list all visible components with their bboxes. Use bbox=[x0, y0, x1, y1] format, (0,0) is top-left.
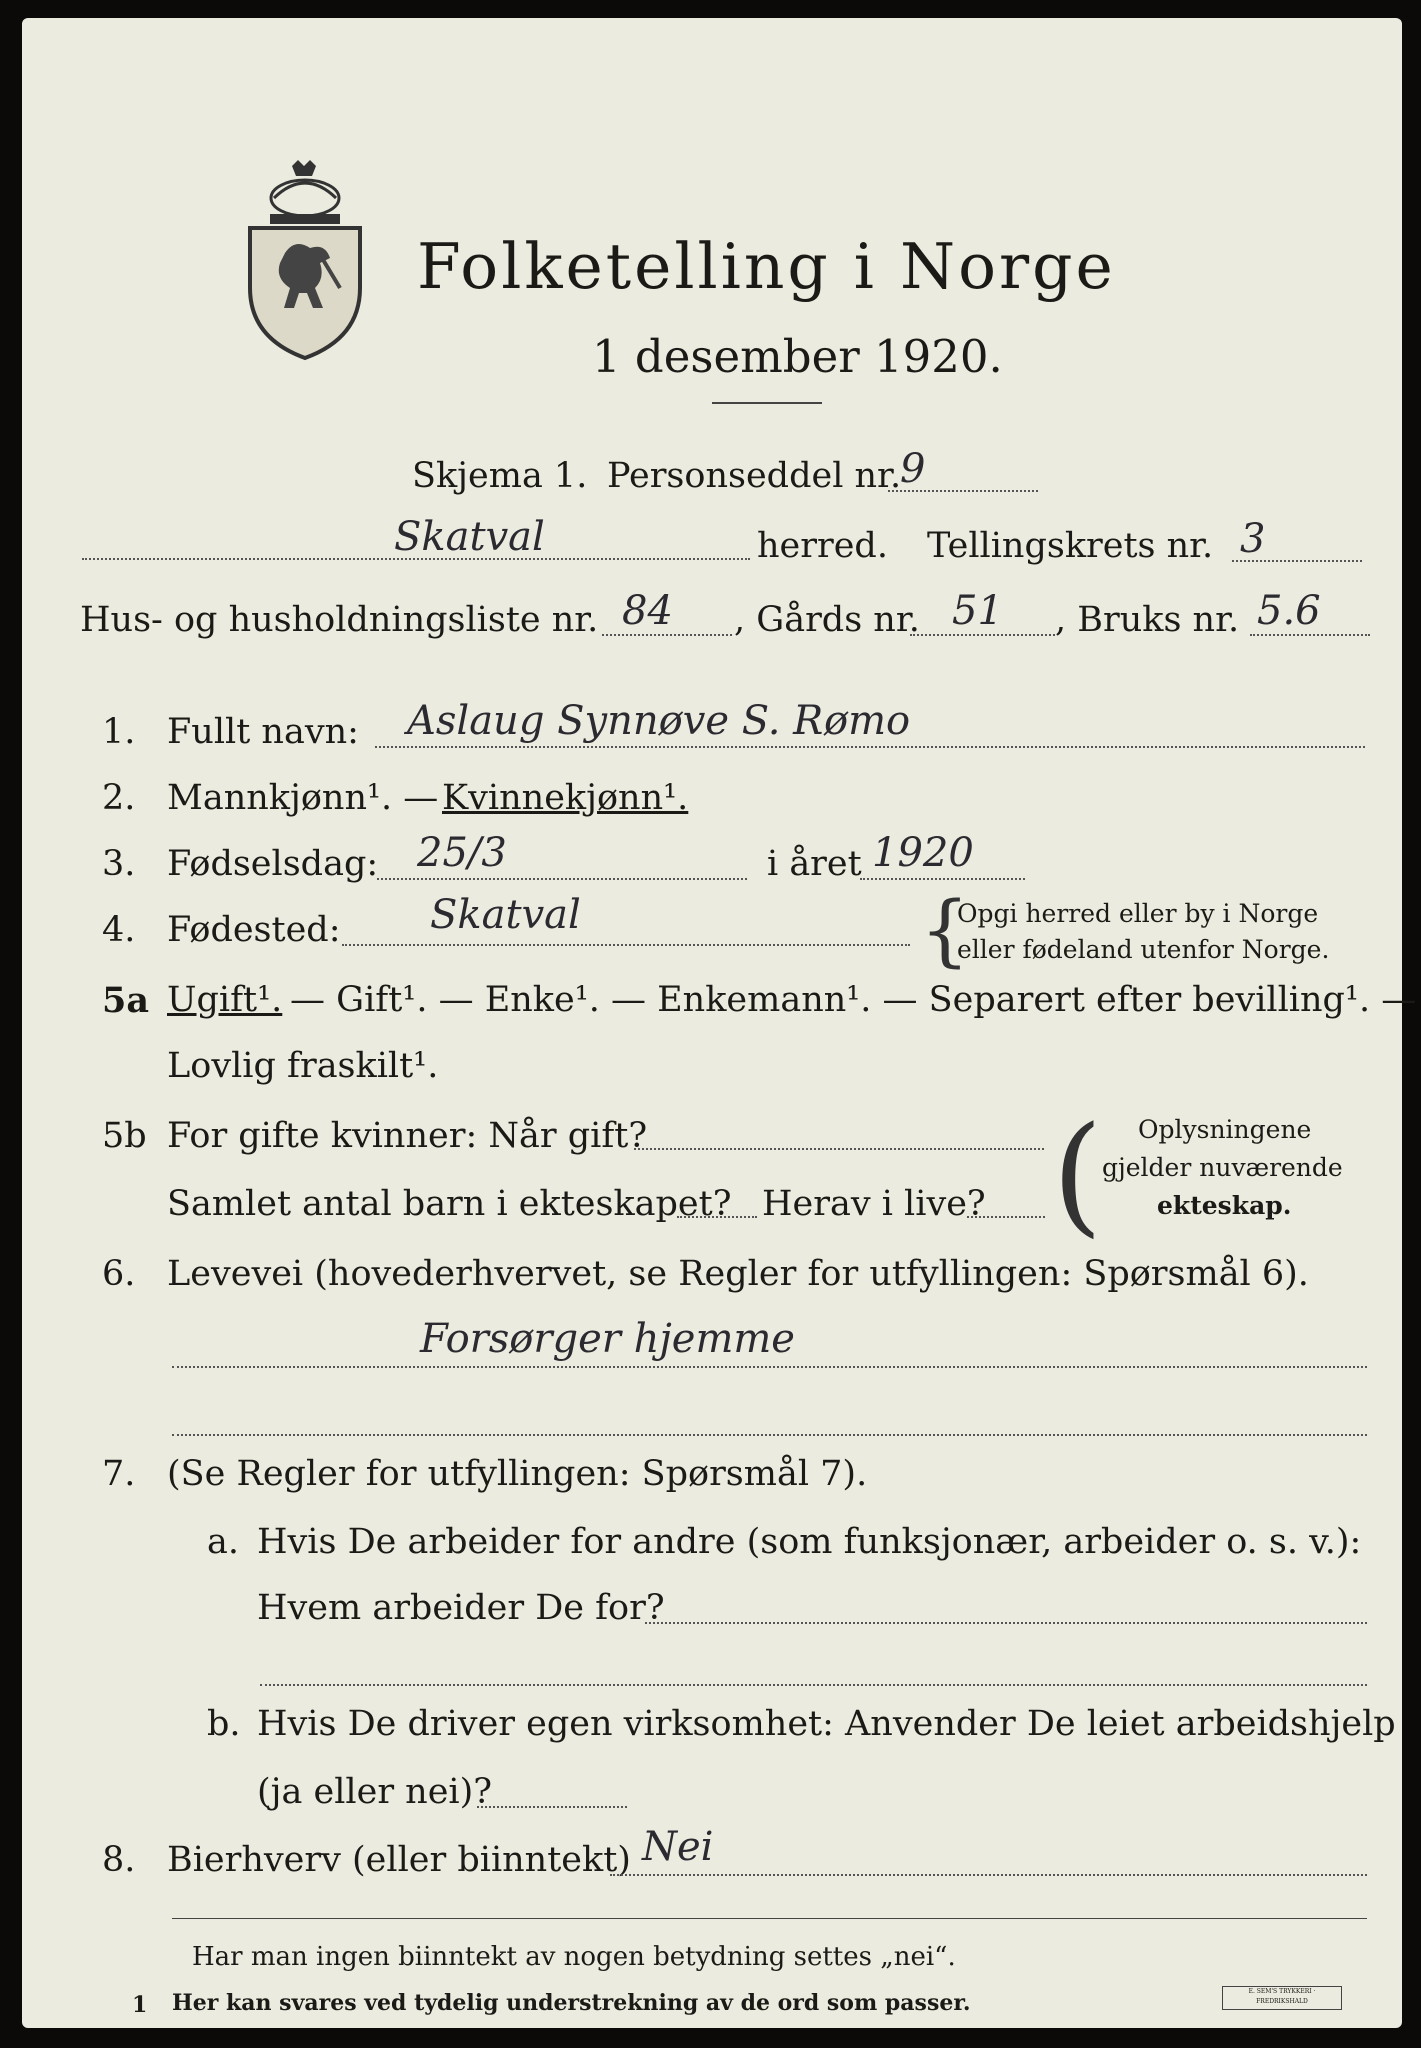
bruks-line bbox=[1250, 634, 1370, 636]
q7a-answer-line-2 bbox=[260, 1684, 1367, 1686]
q6-line-1 bbox=[172, 1366, 1367, 1368]
printer-stamp: E. SEM'S TRYKKERI · FREDRIKSHALD bbox=[1222, 1986, 1342, 2010]
q1-value: Aslaug Synnøve S. Rømo bbox=[407, 698, 911, 744]
gards-line bbox=[910, 634, 1055, 636]
hus-label: Hus- og husholdningsliste nr. bbox=[80, 600, 599, 640]
q7b-line-1: Hvis De driver egen virksomhet: Anvender De leiet arbeidshjelp bbox=[257, 1704, 1396, 1744]
herred-value: Skatval bbox=[394, 514, 545, 560]
q5b-line-1 bbox=[634, 1148, 1044, 1150]
q4-note-2: eller fødeland utenfor Norge. bbox=[957, 935, 1330, 964]
q5b-line-2 bbox=[677, 1216, 757, 1218]
coat-of-arms-icon bbox=[240, 158, 370, 363]
gards-label: , Gårds nr. bbox=[734, 600, 920, 640]
q8-label: Bierhverv (eller biinntekt) bbox=[167, 1840, 631, 1880]
q4-value: Skatval bbox=[430, 892, 581, 938]
herred-label: herred. bbox=[757, 526, 888, 566]
q5a-number: 5a bbox=[102, 980, 150, 1021]
q5b-brace: ( bbox=[1052, 1098, 1103, 1250]
q7-number: 7. bbox=[102, 1454, 136, 1494]
q4-number: 4. bbox=[102, 910, 136, 950]
footnote-text: Her kan svares ved tydelig understrekning av de ord som passer. bbox=[172, 1990, 971, 2016]
q7b-letter: b. bbox=[207, 1704, 241, 1744]
q3-value: 25/3 bbox=[417, 830, 507, 876]
title-rule bbox=[712, 402, 822, 404]
q3-number: 3. bbox=[102, 844, 136, 884]
q5b-label-3: Herav i live? bbox=[762, 1184, 986, 1224]
footer-note: Har man ingen biinntekt av nogen betydning settes „nei“. bbox=[192, 1942, 956, 1972]
bruks-label: , Bruks nr. bbox=[1055, 600, 1240, 640]
q2-male: Mannkjønn¹. — bbox=[167, 778, 439, 818]
q5b-line-3 bbox=[967, 1216, 1045, 1218]
q8-line bbox=[610, 1874, 1367, 1876]
skjema-label: Skjema 1. bbox=[412, 456, 588, 496]
q2-number: 2. bbox=[102, 778, 136, 818]
q4-label: Fødested: bbox=[167, 910, 341, 950]
q6-line-2 bbox=[172, 1434, 1367, 1436]
q5a-options: — Gift¹. — Enke¹. — Enkemann¹. — Separert efter bevilling¹. — bbox=[290, 980, 1417, 1020]
q7b-answer-line bbox=[477, 1806, 627, 1808]
personseddel-label: Personseddel nr. bbox=[607, 456, 902, 496]
q6-number: 6. bbox=[102, 1254, 136, 1294]
q7a-line-2: Hvem arbeider De for? bbox=[257, 1588, 665, 1628]
q6-value: Forsørger hjemme bbox=[420, 1316, 795, 1362]
bruks-value: 5.6 bbox=[1257, 588, 1321, 634]
q5b-note-3: ekteskap. bbox=[1157, 1191, 1292, 1220]
tellingskrets-value: 3 bbox=[1240, 516, 1266, 562]
footer-rule bbox=[172, 1918, 1367, 1919]
q4-brace: { bbox=[920, 886, 970, 976]
hus-value: 84 bbox=[622, 588, 673, 634]
tellingskrets-label: Tellingskrets nr. bbox=[927, 526, 1214, 566]
q3-line bbox=[377, 878, 747, 880]
q4-note-1: Opgi herred eller by i Norge bbox=[957, 899, 1319, 928]
q1-number: 1. bbox=[102, 712, 136, 752]
q5b-note-2: gjelder nuværende bbox=[1102, 1153, 1343, 1182]
q7a-line-1: Hvis De arbeider for andre (som funksjonær, arbeider o. s. v.): bbox=[257, 1522, 1362, 1562]
q7-label: (Se Regler for utfyllingen: Spørsmål 7). bbox=[167, 1454, 868, 1494]
q8-number: 8. bbox=[102, 1840, 136, 1880]
q1-line bbox=[375, 746, 1365, 748]
q5b-label-2: Samlet antal barn i ekteskapet? bbox=[167, 1184, 732, 1224]
q5b-label-1: For gifte kvinner: Når gift? bbox=[167, 1116, 648, 1156]
q4-line bbox=[342, 944, 910, 946]
personseddel-value: 9 bbox=[900, 446, 926, 492]
q5b-number: 5b bbox=[102, 1116, 147, 1156]
q3-year-label: i året bbox=[767, 844, 862, 884]
gards-value: 51 bbox=[952, 588, 1003, 634]
q7a-answer-line-1 bbox=[645, 1622, 1367, 1624]
footnote-number: 1 bbox=[132, 1992, 148, 2018]
form-date: 1 desember 1920. bbox=[592, 330, 1003, 383]
q8-value: Nei bbox=[642, 1824, 714, 1870]
form-title: Folketelling i Norge bbox=[417, 230, 1116, 303]
q6-label: Levevei (hovederhvervet, se Regler for utfyllingen: Spørsmål 6). bbox=[167, 1254, 1309, 1294]
hus-line bbox=[602, 634, 732, 636]
q3-label: Fødselsdag: bbox=[167, 844, 379, 884]
census-form bbox=[22, 18, 1417, 2028]
q2-female: Kvinnekjønn¹. bbox=[442, 778, 689, 818]
q7a-letter: a. bbox=[207, 1522, 239, 1562]
q5b-note-1: Oplysningene bbox=[1138, 1115, 1312, 1144]
q3-year-value: 1920 bbox=[872, 830, 974, 876]
q5a-line2: Lovlig fraskilt¹. bbox=[167, 1046, 439, 1086]
q1-label: Fullt navn: bbox=[167, 712, 359, 752]
q5a-ugift: Ugift¹. bbox=[167, 980, 283, 1020]
q7b-line-2: (ja eller nei)? bbox=[257, 1772, 493, 1812]
q3-year-line bbox=[860, 878, 1025, 880]
